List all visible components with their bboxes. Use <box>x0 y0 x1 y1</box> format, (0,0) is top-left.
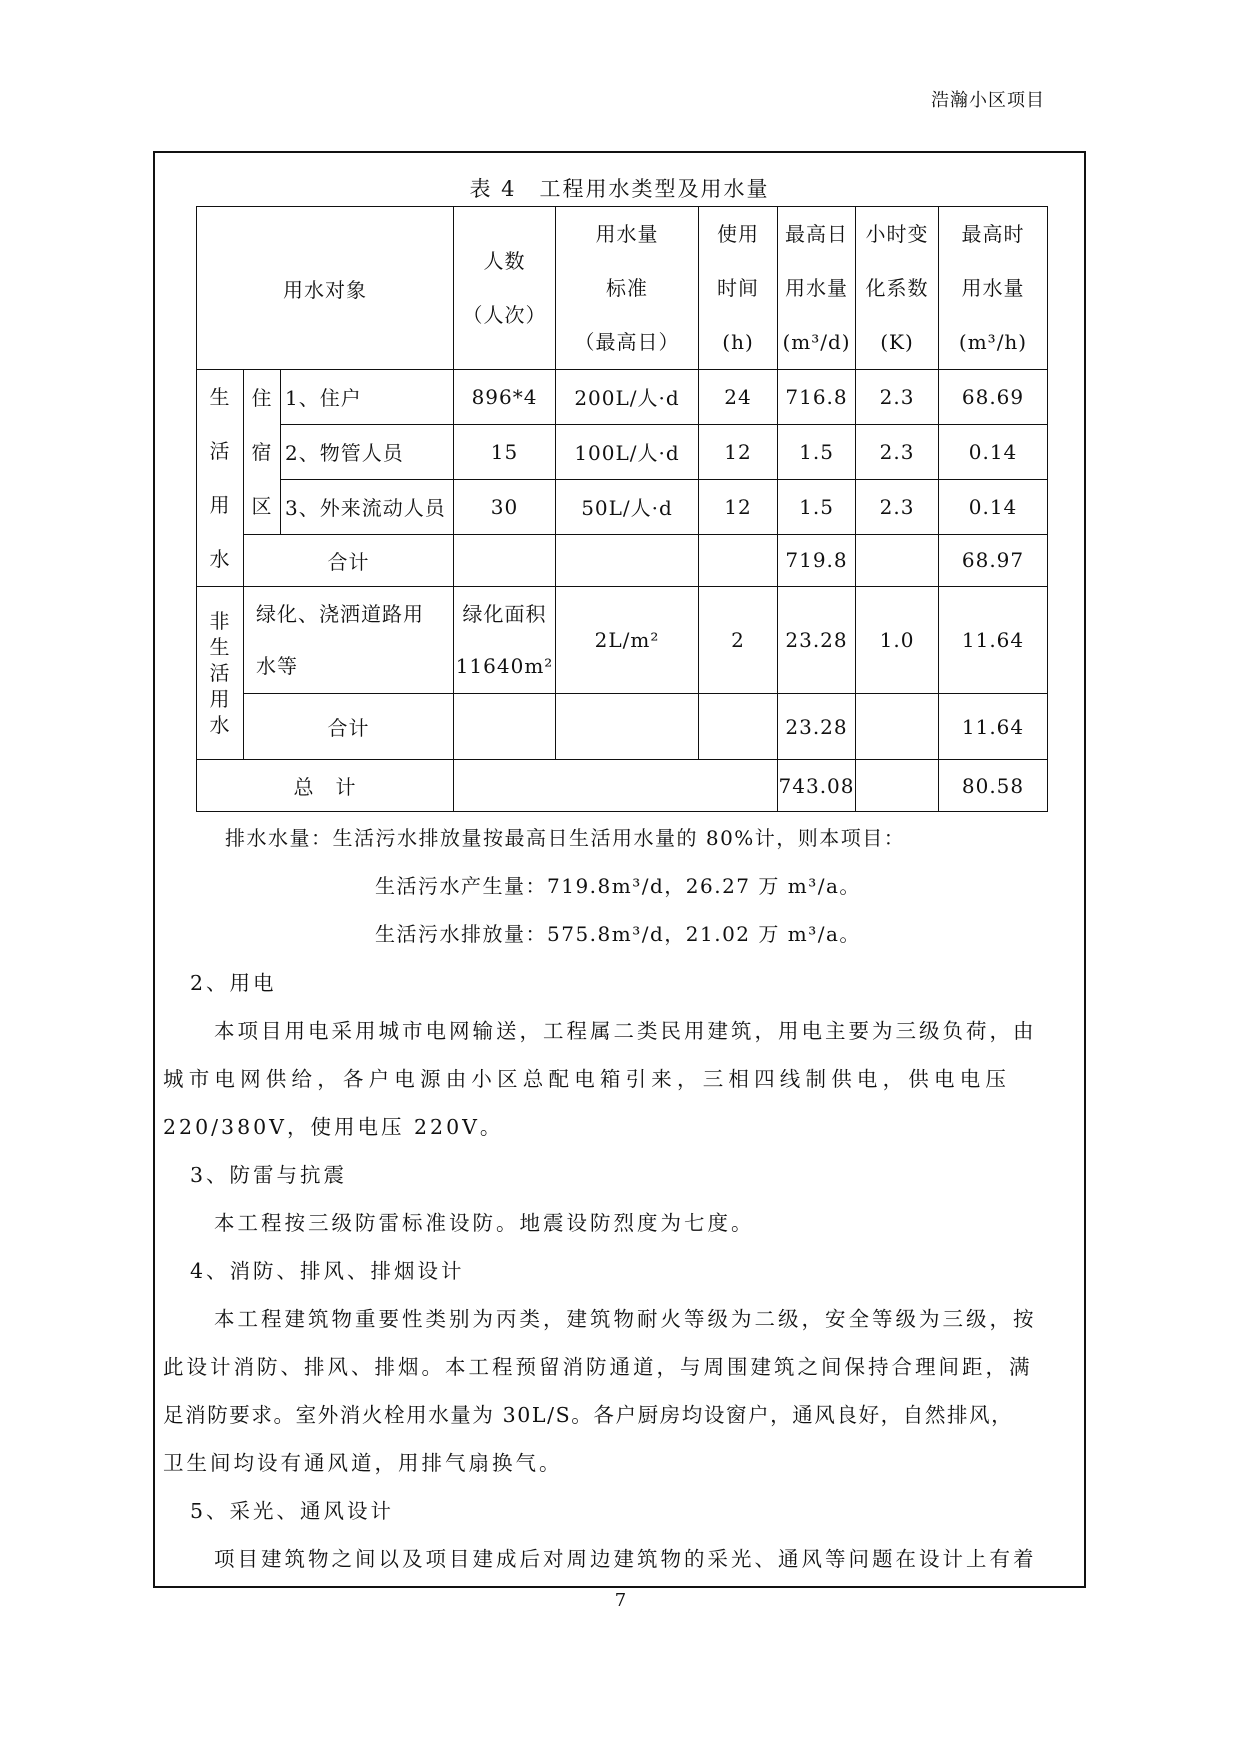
nonliving-subtotal-row <box>197 694 1048 760</box>
row-people: 896*4 <box>454 370 556 425</box>
subtotal-maxhour: 68.97 <box>939 534 1048 587</box>
green-standard: 2L/m² <box>556 587 699 694</box>
section-title-fire: 4、消防、排风、排烟设计 <box>190 1259 465 1283</box>
row-maxhour: 0.14 <box>939 479 1048 534</box>
table-header-row <box>197 207 1048 370</box>
lighting-line: 项目建筑物之间以及项目建成后对周边建筑物的采光、通风等问题在设计上有着 <box>214 1547 1037 1571</box>
subtotal-maxday: 23.28 <box>778 694 856 760</box>
section-title-lightning: 3、防雷与抗震 <box>190 1163 348 1187</box>
row-standard: 100L/人·d <box>556 424 699 479</box>
green-time: 2 <box>699 587 778 694</box>
water-usage-table <box>196 206 1048 812</box>
table-row <box>197 479 1048 534</box>
row-people: 15 <box>454 424 556 479</box>
table-row <box>197 370 1048 425</box>
header-maxhour: 最高时 用水量 (m³/h) <box>939 207 1048 370</box>
subtotal-label: 合计 <box>244 534 454 587</box>
electric-line: 220/380V，使用电压 220V。 <box>163 1115 504 1139</box>
row-coef: 2.3 <box>856 479 939 534</box>
fire-line: 本工程建筑物重要性类别为丙类，建筑物耐火等级为二级，安全等级为三级，按 <box>214 1307 1037 1331</box>
header-time: 使用 时间 (h) <box>699 207 778 370</box>
header-project-name: 浩瀚小区项目 <box>931 90 1045 111</box>
fire-line: 足消防要求。室外消火栓用水量为 30L/S。各户厨房均设窗户，通风良好，自然排风， <box>163 1403 1014 1427</box>
row-maxday: 716.8 <box>778 370 856 425</box>
row-people: 30 <box>454 479 556 534</box>
electric-line: 本项目用电采用城市电网输送，工程属二类民用建筑，用电主要为三级负荷，由 <box>214 1019 1037 1043</box>
header-standard: 用水量 标准 （最高日） <box>556 207 699 370</box>
fire-line: 卫生间均设有通风道，用排气扇换气。 <box>163 1451 563 1475</box>
header-coef: 小时变 化系数 (K) <box>856 207 939 370</box>
green-name: 绿化、浇洒道路用 水等 <box>244 587 454 694</box>
green-maxhour: 11.64 <box>939 587 1048 694</box>
row-coef: 2.3 <box>856 370 939 425</box>
subtotal-maxday: 719.8 <box>778 534 856 587</box>
row-time: 12 <box>699 479 778 534</box>
header-target: 用水对象 <box>197 207 454 370</box>
group-living-label: 生 活 用 水 <box>197 370 244 587</box>
total-row <box>197 760 1048 812</box>
electric-line: 城市电网供给，各户电源由小区总配电箱引来，三相四线制供电，供电电压 <box>163 1067 1012 1091</box>
header-people: 人数 （人次） <box>454 207 556 370</box>
row-name: 1、住户 <box>281 370 454 425</box>
lightning-line: 本工程按三级防雷标准设防。地震设防烈度为七度。 <box>214 1211 755 1235</box>
living-subtotal-row <box>197 534 1048 587</box>
row-time: 12 <box>699 424 778 479</box>
drainage-intro: 排水水量：生活污水排放量按最高日生活用水量的 80%计，则本项目： <box>225 826 906 850</box>
drainage-discharge: 生活污水排放量：575.8m³/d，21.02 万 m³/a。 <box>375 922 861 946</box>
group-residential-label: 住 宿 区 <box>244 370 281 535</box>
content-frame <box>153 151 1086 1588</box>
header-maxday: 最高日 用水量 (m³/d) <box>778 207 856 370</box>
row-maxday: 1.5 <box>778 424 856 479</box>
row-maxhour: 68.69 <box>939 370 1048 425</box>
green-row <box>197 587 1048 694</box>
section-title-lighting: 5、采光、通风设计 <box>190 1499 395 1523</box>
subtotal-label: 合计 <box>244 694 454 760</box>
green-coef: 1.0 <box>856 587 939 694</box>
table-row <box>197 424 1048 479</box>
group-nonliving-label: 非 生 活 用 水 <box>197 587 244 760</box>
page-number: 7 <box>614 1590 627 1611</box>
row-standard: 200L/人·d <box>556 370 699 425</box>
row-maxday: 1.5 <box>778 479 856 534</box>
row-maxhour: 0.14 <box>939 424 1048 479</box>
row-time: 24 <box>699 370 778 425</box>
total-maxday: 743.08 <box>778 760 856 812</box>
drainage-produce: 生活污水产生量：719.8m³/d，26.27 万 m³/a。 <box>375 874 861 898</box>
table-caption: 表 4 工程用水类型及用水量 <box>469 177 770 201</box>
green-people: 绿化面积 11640m² <box>454 587 556 694</box>
row-coef: 2.3 <box>856 424 939 479</box>
green-maxday: 23.28 <box>778 587 856 694</box>
total-maxhour: 80.58 <box>939 760 1048 812</box>
subtotal-maxhour: 11.64 <box>939 694 1048 760</box>
total-label: 总 计 <box>197 760 454 812</box>
row-name: 2、物管人员 <box>281 424 454 479</box>
section-title-electric: 2、用电 <box>190 971 277 995</box>
row-standard: 50L/人·d <box>556 479 699 534</box>
row-name: 3、外来流动人员 <box>281 479 454 534</box>
fire-line: 此设计消防、排风、排烟。本工程预留消防通道，与周围建筑之间保持合理间距，满 <box>163 1355 1033 1379</box>
